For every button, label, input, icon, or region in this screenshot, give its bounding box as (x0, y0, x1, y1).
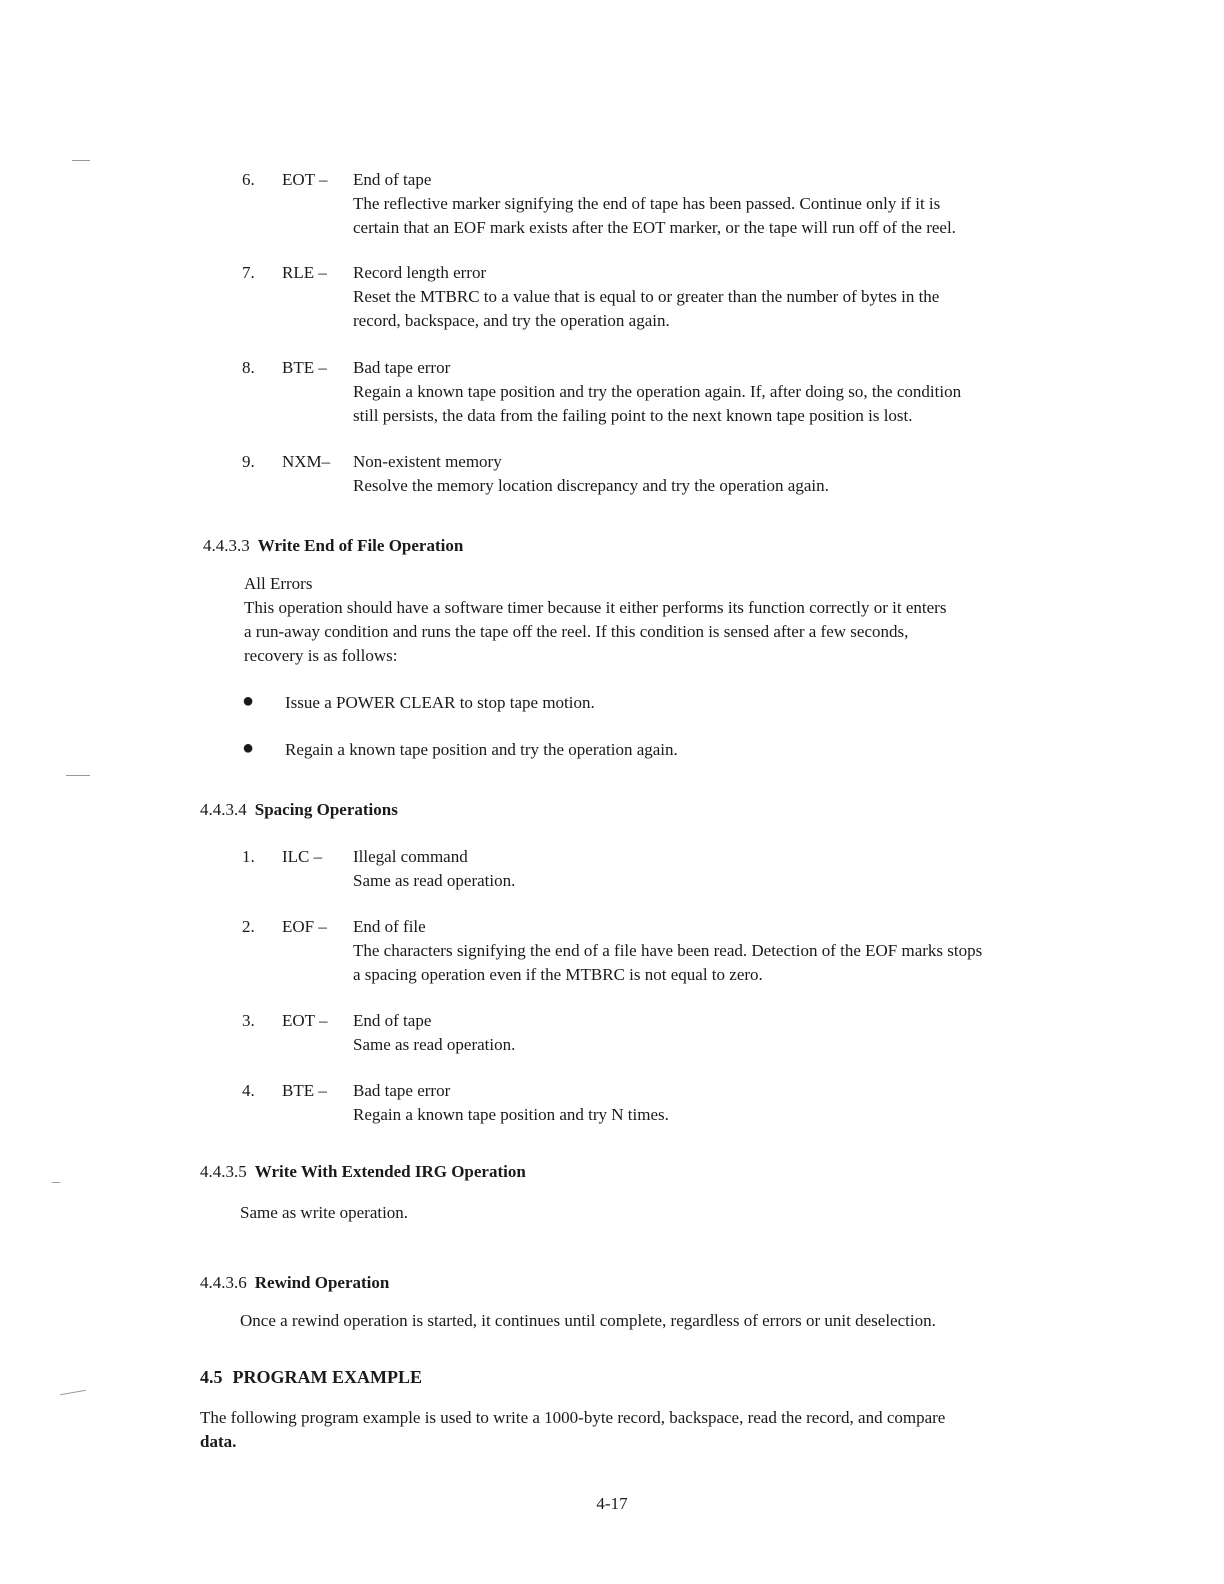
section-number: 4.4.3.3 (203, 536, 250, 555)
scan-mark (60, 1390, 86, 1395)
item-mnemonic: EOT – (282, 1011, 328, 1030)
item-number: 7. (242, 263, 255, 282)
section-body (200, 1406, 1140, 1454)
item-title: Illegal command (353, 847, 468, 866)
item-mnemonic: EOT – (282, 170, 328, 189)
item-description (353, 1079, 1103, 1127)
section-body: Same as write operation. (240, 1203, 409, 1222)
item-line: Reset the MTBRC to a value that is equal to or greater than the number of bytes in the (353, 287, 940, 306)
item-number: 4. (242, 1081, 255, 1100)
body-line: a run-away condition and runs the tape off the reel. If this condition is sensed after a few seconds, (244, 622, 909, 641)
body-line: data. (200, 1432, 237, 1451)
body-line: This operation should have a software timer because it either performs its function correctly or it enters (244, 598, 947, 617)
section-body (244, 572, 1124, 668)
section-number: 4.5 (200, 1367, 223, 1387)
item-description (353, 845, 1103, 893)
section-heading (200, 798, 398, 822)
page-number: 4-17 (596, 1494, 628, 1513)
subheading: All Errors (244, 574, 313, 593)
item-number: 8. (242, 358, 255, 377)
section-title: Spacing Operations (254, 800, 398, 819)
item-description (353, 356, 1103, 428)
scan-mark (72, 160, 90, 161)
section-title: Rewind Operation (254, 1273, 390, 1292)
bullet-text: Regain a known tape position and try the operation again. (285, 740, 678, 759)
item-mnemonic: BTE – (282, 1081, 327, 1100)
item-title: End of tape (353, 170, 432, 189)
item-number: 2. (242, 917, 255, 936)
item-line: Resolve the memory location discrepancy and try the operation again. (353, 476, 829, 495)
bullet-icon: ● (242, 737, 255, 759)
item-title: End of file (353, 917, 426, 936)
item-description (353, 168, 1103, 240)
item-number: 1. (242, 847, 255, 866)
section-number: 4.4.3.5 (200, 1162, 247, 1181)
body-line: The following program example is used to write a 1000-byte record, backspace, read the record, and compare (200, 1408, 946, 1427)
section-heading (203, 534, 463, 558)
item-mnemonic: RLE – (282, 263, 327, 282)
section-heading (200, 1271, 389, 1295)
item-title: End of tape (353, 1011, 432, 1030)
item-line: certain that an EOF mark exists after the EOT marker, or the tape will run off of the reel. (353, 218, 956, 237)
item-number: 3. (242, 1011, 255, 1030)
item-description (353, 915, 1103, 987)
section-heading (200, 1160, 526, 1184)
item-mnemonic: EOF – (282, 917, 327, 936)
section-title: Write End of File Operation (257, 536, 464, 555)
item-line: a spacing operation even if the MTBRC is not equal to zero. (353, 965, 763, 984)
item-description (353, 450, 1103, 498)
bullet-icon: ● (242, 690, 255, 712)
item-line: Regain a known tape position and try N times. (353, 1105, 669, 1124)
item-description (353, 261, 1103, 333)
item-line: still persists, the data from the failing point to the next known tape position is lost. (353, 406, 913, 425)
item-number: 6. (242, 170, 255, 189)
item-number: 9. (242, 452, 255, 471)
section-number: 4.4.3.4 (200, 800, 247, 819)
bullet-text: Issue a POWER CLEAR to stop tape motion. (285, 693, 595, 712)
item-line: record, backspace, and try the operation again. (353, 311, 670, 330)
section-body: Once a rewind operation is started, it continues until complete, regardless of errors or unit deselection. (240, 1311, 936, 1330)
scan-mark (66, 775, 90, 776)
section-title: PROGRAM EXAMPLE (232, 1367, 422, 1387)
item-title: Non-existent memory (353, 452, 502, 471)
section-title: Write With Extended IRG Operation (254, 1162, 526, 1181)
item-line: The characters signifying the end of a file have been read. Detection of the EOF marks stops (353, 941, 983, 960)
item-title: Bad tape error (353, 358, 451, 377)
item-line: The reflective marker signifying the end of tape has been passed. Continue only if it is (353, 194, 941, 213)
item-mnemonic: NXM– (282, 452, 331, 471)
section-number: 4.4.3.6 (200, 1273, 247, 1292)
item-description (353, 1009, 1103, 1057)
item-line: Same as read operation. (353, 1035, 516, 1054)
item-mnemonic: ILC – (282, 847, 323, 866)
item-title: Bad tape error (353, 1081, 451, 1100)
item-title: Record length error (353, 263, 487, 282)
body-line: recovery is as follows: (244, 646, 398, 665)
section-heading (200, 1365, 422, 1389)
item-line: Regain a known tape position and try the operation again. If, after doing so, the condition (353, 382, 962, 401)
item-line: Same as read operation. (353, 871, 516, 890)
item-mnemonic: BTE – (282, 358, 327, 377)
scan-mark (52, 1182, 60, 1183)
